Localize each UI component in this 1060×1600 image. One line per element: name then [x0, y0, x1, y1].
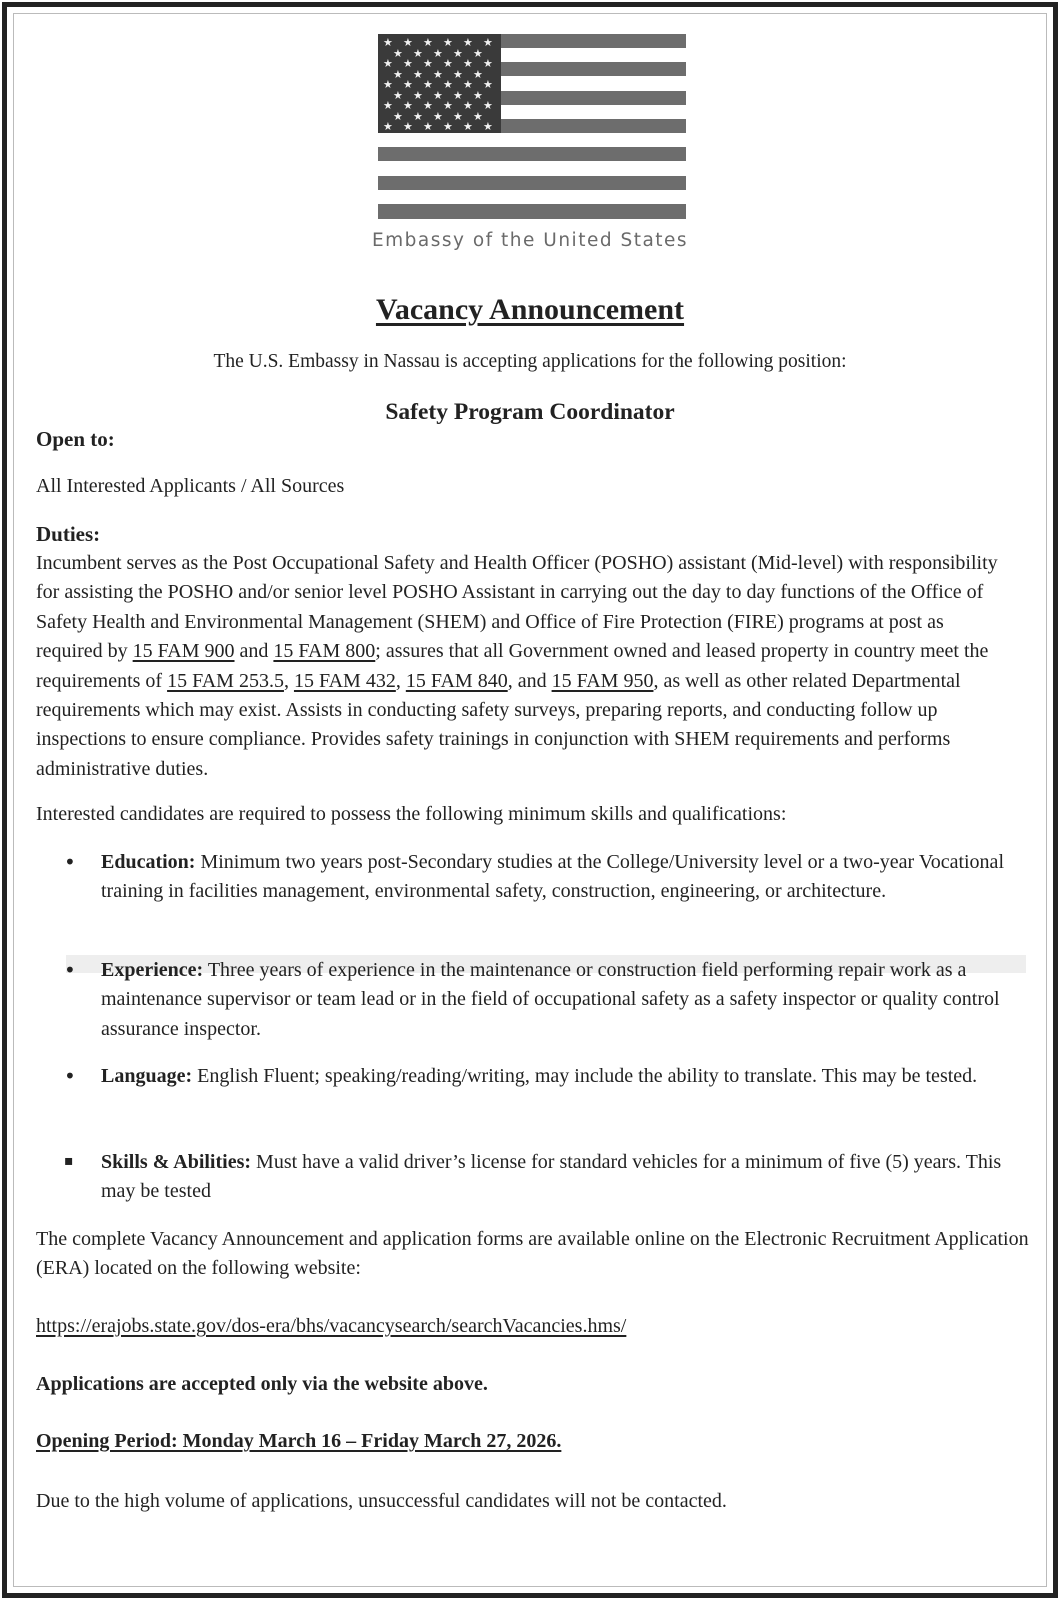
qualification-label: Skills & Abilities:: [101, 1151, 252, 1173]
flag-star-icon: ★: [443, 57, 453, 70]
flag-star-icon: ★: [443, 120, 453, 133]
flag-stripe: [378, 204, 686, 219]
flag-star-icon: ★: [413, 46, 423, 60]
bullet-icon: •: [64, 1064, 76, 1088]
qualification-label: Experience:: [101, 959, 204, 981]
qualifications-intro: Interested candidates are required to possess the following minimum skills and qualifications:: [36, 803, 787, 825]
duties-paragraph: [36, 549, 1011, 784]
duties-label: Duties:: [36, 522, 101, 546]
footer-note: Due to the high volume of applications, unsuccessful candidates will not be contacted.: [36, 1490, 727, 1512]
flag-star-icon: ★: [403, 78, 413, 91]
fam-900-link[interactable]: 15 FAM 900: [132, 640, 235, 663]
flag-star-icon: ★: [483, 78, 493, 91]
flag-star-icon: ★: [463, 36, 473, 49]
flag-star-icon: ★: [383, 36, 393, 49]
flag-star-icon: ★: [413, 88, 423, 102]
qualification-text: Three years of experience in the maintenance or construction field performing repair work as a maintenance supervisor or team lead or in the field of occupational safety as a safety inspector or quality control assurance inspector.: [101, 959, 1000, 1040]
embassy-name: Embassy of the United States: [371, 230, 689, 251]
open-to-value: All Interested Applicants / All Sources: [36, 475, 345, 497]
flag-star-icon: ★: [413, 109, 423, 123]
flag-star-icon: ★: [433, 46, 443, 60]
flag-star-icon: ★: [423, 120, 433, 133]
flag-star-icon: ★: [423, 57, 433, 70]
intro-text: The U.S. Embassy in Nassau is accepting applications for the following position:: [213, 351, 847, 372]
flag-star-icon: ★: [443, 36, 453, 49]
flag-star-icon: ★: [393, 88, 403, 102]
qualification-education: [101, 848, 1021, 907]
qualification-experience: [101, 956, 1021, 1044]
flag-star-icon: ★: [413, 67, 423, 81]
flag-star-icon: ★: [393, 109, 403, 123]
flag-star-icon: ★: [473, 46, 483, 60]
flag-stripe: [378, 147, 686, 161]
duties-text: Incumbent serves as the Post Occupational Safety and Health Officer (POSHO) assistant (Mid-level) with responsibility for assisting the POSHO and/or senior level POSHO Assistant in carrying out the day to day functions of the Office of Safety Health and Environmental Management (SHEM) and Office of Fire Protection (FIRE) programs at post as required by: [36, 552, 998, 663]
flag-star-icon: ★: [483, 99, 493, 112]
duties-text: and: [234, 640, 274, 663]
opening-period: Opening Period: Monday March 16 – Friday March 27, 2026.: [36, 1430, 562, 1452]
duties-text: ,: [395, 669, 406, 692]
era-website-link[interactable]: https://erajobs.state.gov/dos-era/bhs/vacancysearch/searchVacancies.hms/: [36, 1315, 627, 1337]
flag-stripe: [378, 176, 686, 190]
flag-star-icon: ★: [453, 46, 463, 60]
flag-star-icon: ★: [403, 36, 413, 49]
flag-star-icon: ★: [473, 88, 483, 102]
flag-star-icon: ★: [463, 57, 473, 70]
flag-star-icon: ★: [463, 78, 473, 91]
flag-star-icon: ★: [423, 99, 433, 112]
flag-star-icon: ★: [403, 57, 413, 70]
qualification-label: Education:: [101, 851, 196, 873]
flag-star-icon: ★: [453, 109, 463, 123]
duties-text: ; assures that all Government owned and leased property in country meet the requirements of: [36, 640, 989, 692]
fam-432-link[interactable]: 15 FAM 432: [293, 669, 396, 692]
fam-253-5-link[interactable]: 15 FAM 253.5: [167, 669, 284, 692]
flag-canton: [378, 34, 501, 133]
duties-text: ,: [283, 669, 294, 692]
qualification-text: Must have a valid driver’s license for standard vehicles for a minimum of five (5) years. This may be tested: [101, 1151, 1002, 1203]
flag-star-icon: ★: [433, 67, 443, 81]
page-title: Vacancy Announcement: [375, 293, 685, 326]
flag-star-icon: ★: [383, 120, 393, 133]
flag-star-icon: ★: [403, 99, 413, 112]
qualification-skills: [101, 1148, 1021, 1207]
flag-star-icon: ★: [433, 109, 443, 123]
bullet-icon: •: [64, 958, 76, 982]
flag-star-icon: ★: [453, 88, 463, 102]
application-text: The complete Vacancy Announcement and application forms are available online on the Electronic Recruitment Application (ERA) located on the following website:: [36, 1228, 1029, 1280]
square-bullet-icon: ▪: [64, 1153, 74, 1169]
flag-star-icon: ★: [423, 36, 433, 49]
qualification-label: Language:: [101, 1065, 193, 1087]
flag-star-icon: ★: [383, 99, 393, 112]
flag-star-icon: ★: [483, 57, 493, 70]
flag-star-icon: ★: [463, 99, 473, 112]
flag-star-icon: ★: [443, 78, 453, 91]
duties-text: , as well as other related Departmental requirements which may exist. Assists in conducting safety surveys, preparing reports, and conducting follow up inspections to ensure compliance. Provides safety trainings in conjunction with SHEM requirements and performs administrative duties.: [36, 669, 961, 780]
flag-star-icon: ★: [433, 88, 443, 102]
flag-star-icon: ★: [393, 67, 403, 81]
open-to-label: Open to:: [36, 427, 115, 451]
qualification-language: [101, 1062, 1021, 1091]
fam-950-link[interactable]: 15 FAM 950: [551, 669, 654, 692]
flag-star-icon: ★: [383, 57, 393, 70]
qualification-text: Minimum two years post-Secondary studies at the College/University level or a two-year Vocational training in facilities management, environmental safety, construction, engineering, or architecture.: [101, 851, 1004, 903]
flag-star-icon: ★: [383, 78, 393, 91]
flag-star-icon: ★: [393, 46, 403, 60]
position-title: Safety Program Coordinator: [385, 399, 675, 425]
flag-star-icon: ★: [483, 36, 493, 49]
flag-star-icon: ★: [423, 78, 433, 91]
flag-star-icon: ★: [473, 67, 483, 81]
flag-star-icon: ★: [463, 120, 473, 133]
bullet-icon: •: [64, 850, 76, 874]
flag-star-icon: ★: [403, 120, 413, 133]
fam-800-link[interactable]: 15 FAM 800: [273, 640, 376, 663]
applications-note: Applications are accepted only via the website above.: [36, 1373, 488, 1395]
flag-star-icon: ★: [473, 109, 483, 123]
us-flag-logo: [378, 34, 686, 220]
qualification-text: English Fluent; speaking/reading/writing, may include the ability to translate. This may be tested.: [192, 1065, 978, 1087]
duties-text: , and: [507, 669, 552, 692]
flag-star-icon: ★: [453, 67, 463, 81]
flag-star-icon: ★: [443, 99, 453, 112]
fam-840-link[interactable]: 15 FAM 840: [405, 669, 508, 692]
flag-star-icon: ★: [483, 120, 493, 133]
